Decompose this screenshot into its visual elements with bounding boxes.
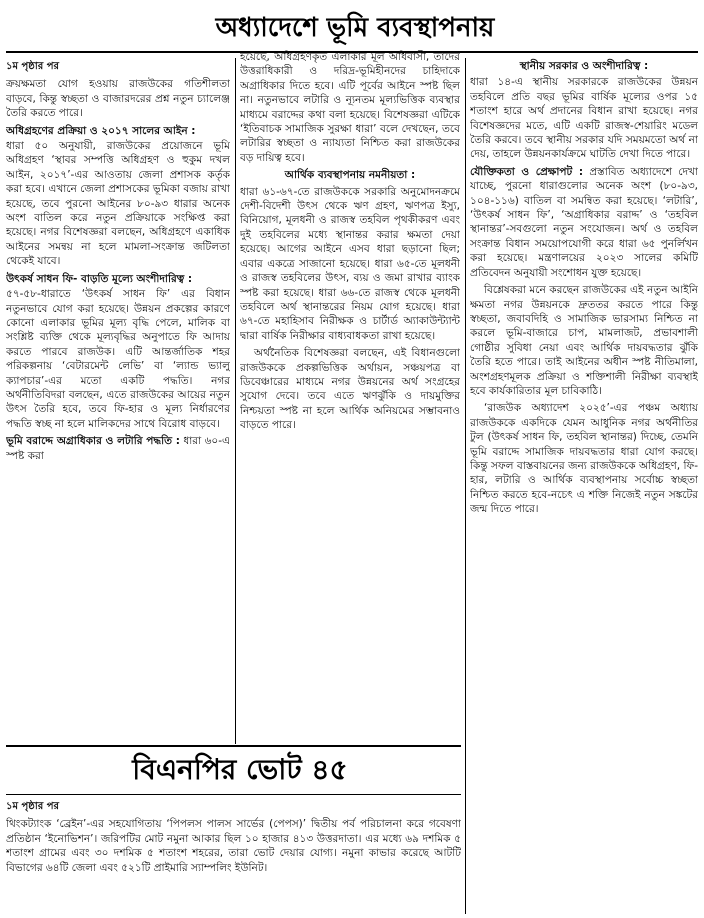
paragraph-text: ধারা ৬০-এ স্পষ্ট করা (6, 435, 230, 462)
subheading-allocation-lottery: ভূমি বরাদ্দে অগ্রাধিকার ও লটারি পদ্ধতি : (6, 435, 180, 448)
subheading-betterment-fee: উৎকর্ষ সাধন ফি- বাড়তি মূল্যে অংশীদারিত্ব : (6, 272, 193, 285)
column-divider (465, 58, 466, 914)
paragraph-text: প্রস্তাবিত অধ্যাদেশে দেখা যাচ্ছে, পুরনো ধারাগুলোর অনেক অংশ (৮০-৯৩, ১০৪-১১৬) বাতিল বা সমন্বিত করা হয়েছে। ‘লটারি’, ‘উৎকর্ষ সাধন ফি’, ‘অগ্রাধিকার বরাদ্দ’ ও ‘তহবিল স্থানান্তর’-সবগুলো নতুন সংযোজন। অর্থ ও তহবিল সংক্রান্ত বিধান সময়োপযোগী করে ধারা ৬৫ পুনর্লিখন করা হয়েছে। মন্ত্রণালয়ের ২০২৩ সালের কমিটি প্রতিবেদন অনুযায়ী সংশোধন যুক্ত হয়েছে। (470, 165, 698, 279)
continuation-label: ১ম পৃষ্ঠার পর (6, 61, 59, 72)
subheading-acquisition: অধিগ্রহণের প্রক্রিয়া ও ২০১৭ সালের আইন : (6, 124, 196, 137)
subheading-local-government: স্থানীয় সরকার ও অংশীদারিত্ব : (519, 60, 649, 72)
headline-bnp-vote: বিএনপির ভোট ৪৫ (132, 753, 348, 786)
paragraph: ধারা ৫০ অনুযায়ী, রাজউকের প্রয়োজনে ভূমি অধিগ্রহণ ‘স্থাবর সম্পত্তি অধিগ্রহণ ও হুকুম দখল আইন, ২০১৭’-এর আওতায় জেলা প্রশাসক কর্তৃক করা হবে। এখানে জেলা প্রশাসকের ভূমিকা বজায় রাখা হয়েছে, তবে পুরনো আইনের ৮০-৯৩ ধারার অনেক অংশ বাতিল করে নতুন প্রক্রিয়াকে সংক্ষিপ্ত করা হয়েছে। নগর বিশেষজ্ঞরা বলছেন, অধিগ্রহণে একাধিক আইনের সমন্বয় না হলে মামলা-সংক্রান্ত জটিলতা থেকেই যাবে। (6, 140, 230, 268)
paragraph: ৫৭-৫৮-ধারাতে ‘উৎকর্ষ সাধন ফি’ এর বিধান নতুনভাবে যোগ করা হয়েছে। উন্নয়ন প্রকল্পের কারণে কোনো এলাকার ভূমির মূল্য বৃদ্ধি পেলে, মালিক বা সংশ্লিষ্ট ব্যক্তি থেকে মূল্যবৃদ্ধির অনুপাতে ফি আদায় করতে পারবে রাজউক। এটি আন্তর্জাতিক শহর পরিকল্পনায় ‘বেটারমেন্ট লেভি’ বা ‘ল্যান্ড ভ্যালু ক্যাপচার’-এর মতো একটি পদ্ধতি। নগর অর্থনীতিবিদরা বলছেন, এতে রাজউকের আয়ের নতুন উৎস তৈরি হবে, তবে ফি-হার ও মূল্য নির্ধারণের পদ্ধতি স্বচ্ছ না হলে মালিকদের সাথে বিরোধ বাড়বে। (6, 288, 230, 430)
paragraph-with-subheading (6, 434, 230, 463)
subheading-financial-flexibility: আর্থিক ব্যবস্থাপনায় নমনীয়তা : (284, 169, 416, 182)
article-bnp-vote (6, 800, 461, 916)
paragraph: হয়েছে, অধিগ্রহণকৃত এলাকার মূল অধিবাসী, তাদের উত্তরাধিকারী ও দরিদ্র-ভূমিহীনদের চাহিদাকে অগ্রাধিকার দিতে হবে। এটি পূর্বের আইনে স্পষ্ট ছিল না। নতুনভাবে লটারি ও ন্যূনতম মূল্যভিত্তিক ব্যবস্থার মাধ্যমে বরাদ্দের কথা বলা হয়েছে। বিশেষজ্ঞরা এটিকে ‘ইতিবাচক সামাজিক সুরক্ষা ধারা’ বলে দেখছেন, তবে লটারির স্বচ্ছতা ও ন্যায্যতা নিশ্চিত করা রাজউকের বড় দায়িত্ব হবে। (240, 51, 460, 164)
article-column-2 (240, 50, 460, 742)
paragraph: ক্রয়ক্ষমতা যোগ হওয়ায় রাজউকের গতিশীলতা বাড়বে, কিন্তু স্বচ্ছতা ও বাজারদরের প্রশ্ন নতুন চ্যালেঞ্জ তৈরি করতে পারে। (6, 78, 230, 120)
paragraph-with-subheading (470, 165, 698, 280)
paragraph: ধারা ১৪-এ স্থানীয় সরকারকে রাজউকের উন্নয়ন তহবিলে প্রতি বছর ভূমির বার্ষিক মূল্যের ওপর ১৫ শতাংশ হারে অর্থ প্রদানের বিধান রাখা হয়েছে। নগর বিশেষজ্ঞদের মতে, এটি একটি রাজস্ব-শেয়ারিং মডেল তৈরি করবে। তবে স্থানীয় সরকার যদি সময়মতো অর্থ না দেয়, তাহলে উন্নয়নকার্যক্রমে ঘাটতি দেখা দিতে পারে। (470, 76, 698, 161)
column-divider (235, 58, 236, 744)
section-divider (6, 745, 461, 747)
paragraph: অর্থনৈতিক বিশেষজ্ঞরা বলছেন, এই বিধানগুলো রাজউককে প্রকল্পভিত্তিক অর্থায়ন, সঞ্চয়পত্র বা ডিবেঞ্চারের মাধ্যমে নগর উন্নয়নের অর্থ সংগ্রহের সুযোগ দেবে। তবে এতে ঋণঝুঁকি ও দায়মুক্তির নিশ্চয়তা স্পষ্ট না হলে আর্থিক অনিয়মের সম্ভাবনাও বাড়তে পারে। (240, 347, 460, 432)
headline-land-management: অধ্যাদেশে ভূমি ব্যবস্থাপনায় (215, 13, 495, 43)
subheading-rationale: যৌক্তিকতা ও প্রেক্ষাপট : (470, 165, 584, 178)
headline-rule (6, 794, 461, 795)
paragraph: থিংকট্যাংক ‘ব্রেইন’-এর সহযোগিতায় ‘পিপলস পালস সার্ভের (পেপস)’ দ্বিতীয় পর্ব পরিচালনা করে গবেষণা প্রতিষ্ঠান ‘ইনোভিশন’। জরিপটির মোট নমুনা আকার ছিল ১০ হাজার ৪১৩ উত্তরদাতা। এর মধ্যে ৬৯ দশমিক ৫ শতাংশ গ্রামের এবং ৩০ দশমিক ৫ শতাংশ শহরের, তারা ভোট দেয়ার যোগ্য। নমুনা কাভার করেছে আটটি বিভাগের ৬৪টি জেলা এবং ৫২১টি প্রাইমারি স্যাম্পলিং ইউনিট। (6, 818, 461, 874)
paragraph: বিশ্লেষকরা মনে করছেন রাজউকের এই নতুন আইনি ক্ষমতা নগর উন্নয়নকে দ্রুততর করতে পারে কিন্তু স্বচ্ছতা, জবাবদিহি ও সামাজিক ভারসাম্য নিশ্চিত না করলে ভূমি-বাজারে চাপ, মামলাজট, প্রভাবশালী গোষ্ঠীর সুবিধা নেয়া এবং আর্থিক দায়বদ্ধতার ঝুঁকি তৈরি হতে পারে। তাই আইনের অধীন স্পষ্ট নীতিমালা, অংশগ্রহণমূলক প্রক্রিয়া ও শক্তিশালী নিরীক্ষা ব্যবস্থাই হবে কার্যকারিতার মূল চাবিকাঠি। (470, 284, 698, 397)
paragraph: ‘রাজউক অধ্যাদেশ ২০২৫’-এর পঞ্চম অধ্যায় রাজউককে একদিকে যেমন আধুনিক নগর অর্থনীতির টুল (উৎকর্ষ সাধন ফি, তহবিল স্থানান্তর) দিচ্ছে, তেমনি ভূমি বরাদ্দে সামাজিক দায়বদ্ধতার ধারা যোগ করছে। কিন্তু সফল বাস্তবায়নের জন্য রাজউককে অধিগ্রহণ, ফি-হার, লটারি ও আর্থিক ব্যবস্থাপনায় সর্বোচ্চ স্বচ্ছতা নিশ্চিত করতে হবে-নচেৎ এ শক্তি নিজেই নতুন সঙ্কটের জন্ম দিতে পারে। (470, 402, 698, 516)
article-column-1 (6, 60, 230, 742)
article-column-3 (470, 58, 698, 914)
paragraph: ধারা ৬১-৬৭-তে রাজউককে সরকারি অনুমোদনক্রমে দেশী-বিদেশী উৎস থেকে ঋণ গ্রহণ, ঋণপত্র ইস্যু, বিনিয়োগ, মূলধনী ও রাজস্ব তহবিল পৃথকীকরণ এবং দুই তহবিলের মধ্যে স্থানান্তর করার ক্ষমতা দেয়া হয়েছে। আগের আইনে এসব ধারা ছড়ানো ছিল; এবার একত্রে সাজানো হয়েছে। ধারা ৬৫-তে মূলধনী ও রাজস্ব তহবিলের উৎস, ব্যয় ও জমা রাখার ব্যাংক স্পষ্ট করা হয়েছে। ধারা ৬৬-তে রাজস্ব থেকে মূলধনী তহবিলে অর্থ স্থানান্তরের নিয়ম যোগ হয়েছে। ধারা ৬৭-তে মহাহিসাব নিরীক্ষক ও চার্টার্ড অ্যাকাউন্ট্যান্ট দ্বারা বার্ষিক নিরীক্ষার বাধ্যবাধকতা রাখা হয়েছে। (240, 185, 460, 342)
continuation-label: ১ম পৃষ্ঠার পর (6, 801, 59, 812)
